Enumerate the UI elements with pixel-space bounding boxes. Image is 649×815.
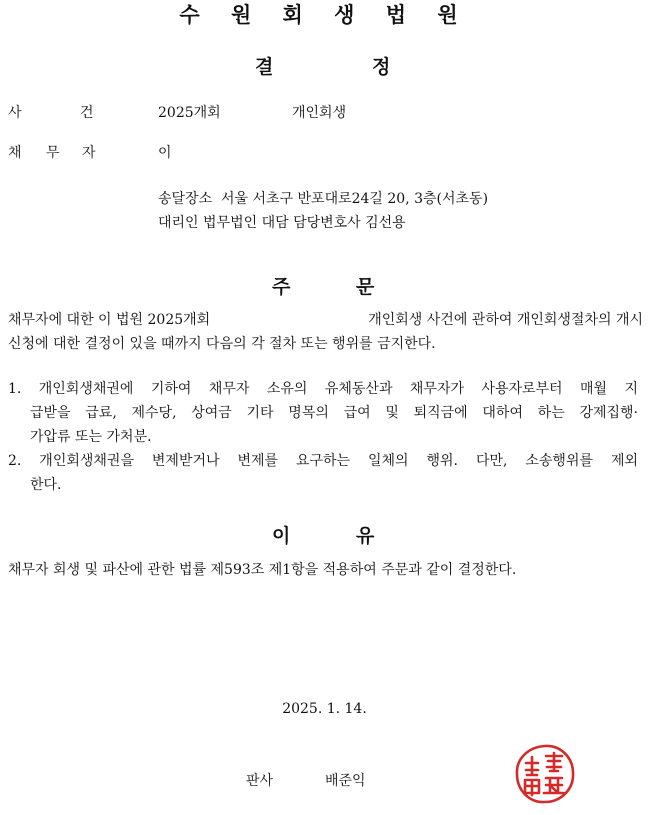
reason-heading-left: 이 <box>272 525 291 547</box>
order-item-2-line2: 한다. <box>30 477 62 493</box>
order-intro-line1-b: 개인회생 사건에 관하여 개인회생절차의 개시 <box>368 312 643 328</box>
case-label-char-1: 사 <box>8 105 22 121</box>
order-item-1-line3: 가압류 또는 가처분. <box>30 429 152 445</box>
order-intro <box>8 308 643 356</box>
case-type: 개인회생 <box>292 105 347 121</box>
doc-title-left: 결 <box>255 56 274 78</box>
order-item-2-line1: 2. 개인회생채권을 변제받거나 변제를 요구하는 일체의 행위. 다만, 소송행위를 제외 <box>8 453 638 469</box>
reason-text: 채무자 회생 및 파산에 관한 법률 제593조 제1항을 적용하여 주문과 같이 결정한다. <box>8 562 517 578</box>
debtor-address: 송달장소 서울 서초구 반포대로24길 20, 3층(서초동) <box>158 191 489 207</box>
court-name: 수 원 회 생 법 원 <box>179 3 470 27</box>
order-heading-left: 주 <box>272 276 291 298</box>
reason-heading-right: 유 <box>356 525 375 547</box>
judge-seal-icon <box>514 743 576 805</box>
order-intro-line2: 신청에 대한 결정이 있을 때까지 다음의 각 절차 또는 행위를 금지한다. <box>8 336 436 352</box>
case-number: 2025개회 <box>158 105 221 121</box>
order-item-1 <box>8 377 638 449</box>
debtor-name: 이 <box>158 145 172 161</box>
order-heading-right: 문 <box>356 276 375 298</box>
order-item-1-line2: 급받을 급료, 제수당, 상여금 기타 명목의 급여 및 퇴직금에 대하여 하는 강제집행· <box>30 405 638 421</box>
order-item-2 <box>8 449 638 497</box>
doc-title-right: 정 <box>372 56 391 78</box>
debtor-agent: 대리인 법무법인 대담 담당변호사 김선용 <box>158 215 406 231</box>
case-label-char-2: 건 <box>80 105 94 121</box>
debtor-label-char-1: 채 <box>8 145 22 161</box>
order-item-1-line1: 1. 개인회생채권에 기하여 채무자 소유의 유체동산과 채무자가 사용자로부터 매월 지 <box>8 381 638 397</box>
judge-name: 배준익 <box>325 773 366 789</box>
debtor-label-char-2: 무 <box>46 145 60 161</box>
order-intro-line1-a: 채무자에 대한 이 법원 2025개회 <box>8 312 211 328</box>
debtor-label-char-3: 자 <box>82 145 96 161</box>
judge-title: 판사 <box>246 773 274 789</box>
decision-date: 2025. 1. 14. <box>282 701 367 717</box>
